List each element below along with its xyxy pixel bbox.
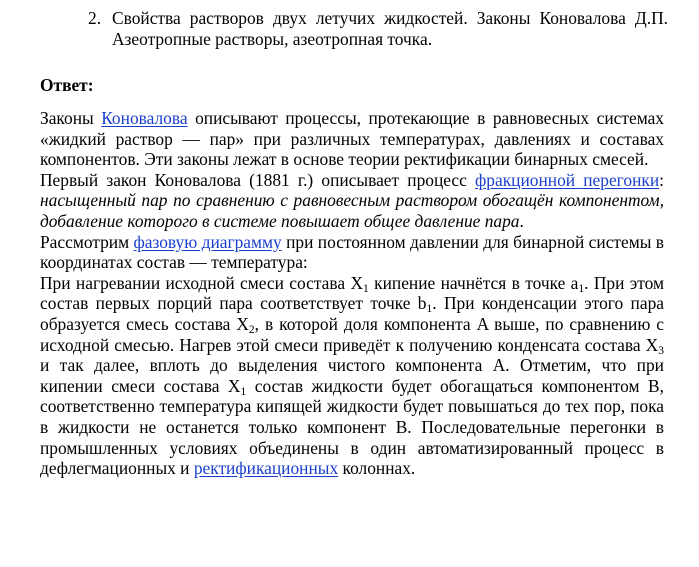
subscript: 1	[578, 282, 585, 295]
text-span: Законы	[40, 108, 102, 128]
question-text: Свойства растворов двух летучих жидкостей. Законы Коновалова Д.П. Азеотропные растворы, азеотропная точка.	[112, 8, 668, 49]
text-span: колоннах.	[338, 458, 416, 479]
text-span: и так далее, вплоть до выделения чистого компонента A. Отметим, что при кипении смеси состава X	[40, 355, 664, 396]
text-span: При нагревании исходной смеси состава X	[40, 272, 364, 293]
question-number: 2.	[88, 8, 102, 28]
text-span: :	[659, 169, 664, 190]
text-span: состав жидкости будет обогащаться компонентом B, соответственно температура кипящей жидкости будет повышаться до тех пор, пока в жидкости не останется только компонент B. Последовательные перегонки в промышленных условиях объединены в один автоматизированный процесс в дефлегмационных и	[40, 375, 664, 479]
subscript: 2	[248, 323, 255, 336]
link-fractional-distillation[interactable]: фракционной перегонки	[475, 169, 660, 190]
text-span: , в которой доля компонента A выше, по сравнению с исходной смесью. Нагрев этой смеси приведёт к получению конденсата состава X	[40, 313, 665, 355]
paragraph-heating-process	[40, 273, 664, 479]
text-span: . При этом состав первых порций пара соответствует точке b	[40, 272, 664, 314]
text-span: при постоянном давлении для бинарной системы в координатах состав — температура:	[40, 231, 664, 273]
question-item	[88, 8, 668, 49]
paragraph-first-law	[40, 170, 664, 232]
text-span: .	[519, 210, 524, 231]
subscript: 1	[426, 303, 433, 316]
paragraph-konovalov-laws	[40, 108, 664, 170]
link-konovalov[interactable]: Коновалова	[101, 108, 188, 128]
answer-label: Ответ:	[40, 75, 94, 95]
text-span: кипение начнётся в точке a	[368, 272, 579, 293]
subscript: 1	[240, 385, 247, 398]
subscript: 3	[658, 344, 664, 357]
law-statement-italic: насыщенный пар по сравнению с равновесным раствором обогащён компонентом, добавление которого в системе повышает общее давление пара	[40, 190, 664, 231]
paragraph-phase-diagram	[40, 232, 664, 273]
text-span: описывают процессы, протекающие в равновесных системах «жидкий раствор — пар» при различных температурах, давлениях и составах компонентов. Эти законы лежат в основе теории ректификации бинарных смесей.	[40, 108, 664, 170]
text-span: Рассмотрим	[40, 231, 134, 252]
link-phase-diagram[interactable]: фазовую диаграмму	[133, 231, 282, 252]
text-span: . При конденсации этого пара образуется смесь состава X	[40, 293, 664, 334]
link-rectification[interactable]: ректификационных	[193, 458, 339, 479]
subscript: 1	[363, 282, 369, 295]
answer-body	[40, 108, 664, 479]
text-span: Первый закон Коновалова (1881 г.) описывает процесс	[40, 169, 476, 190]
